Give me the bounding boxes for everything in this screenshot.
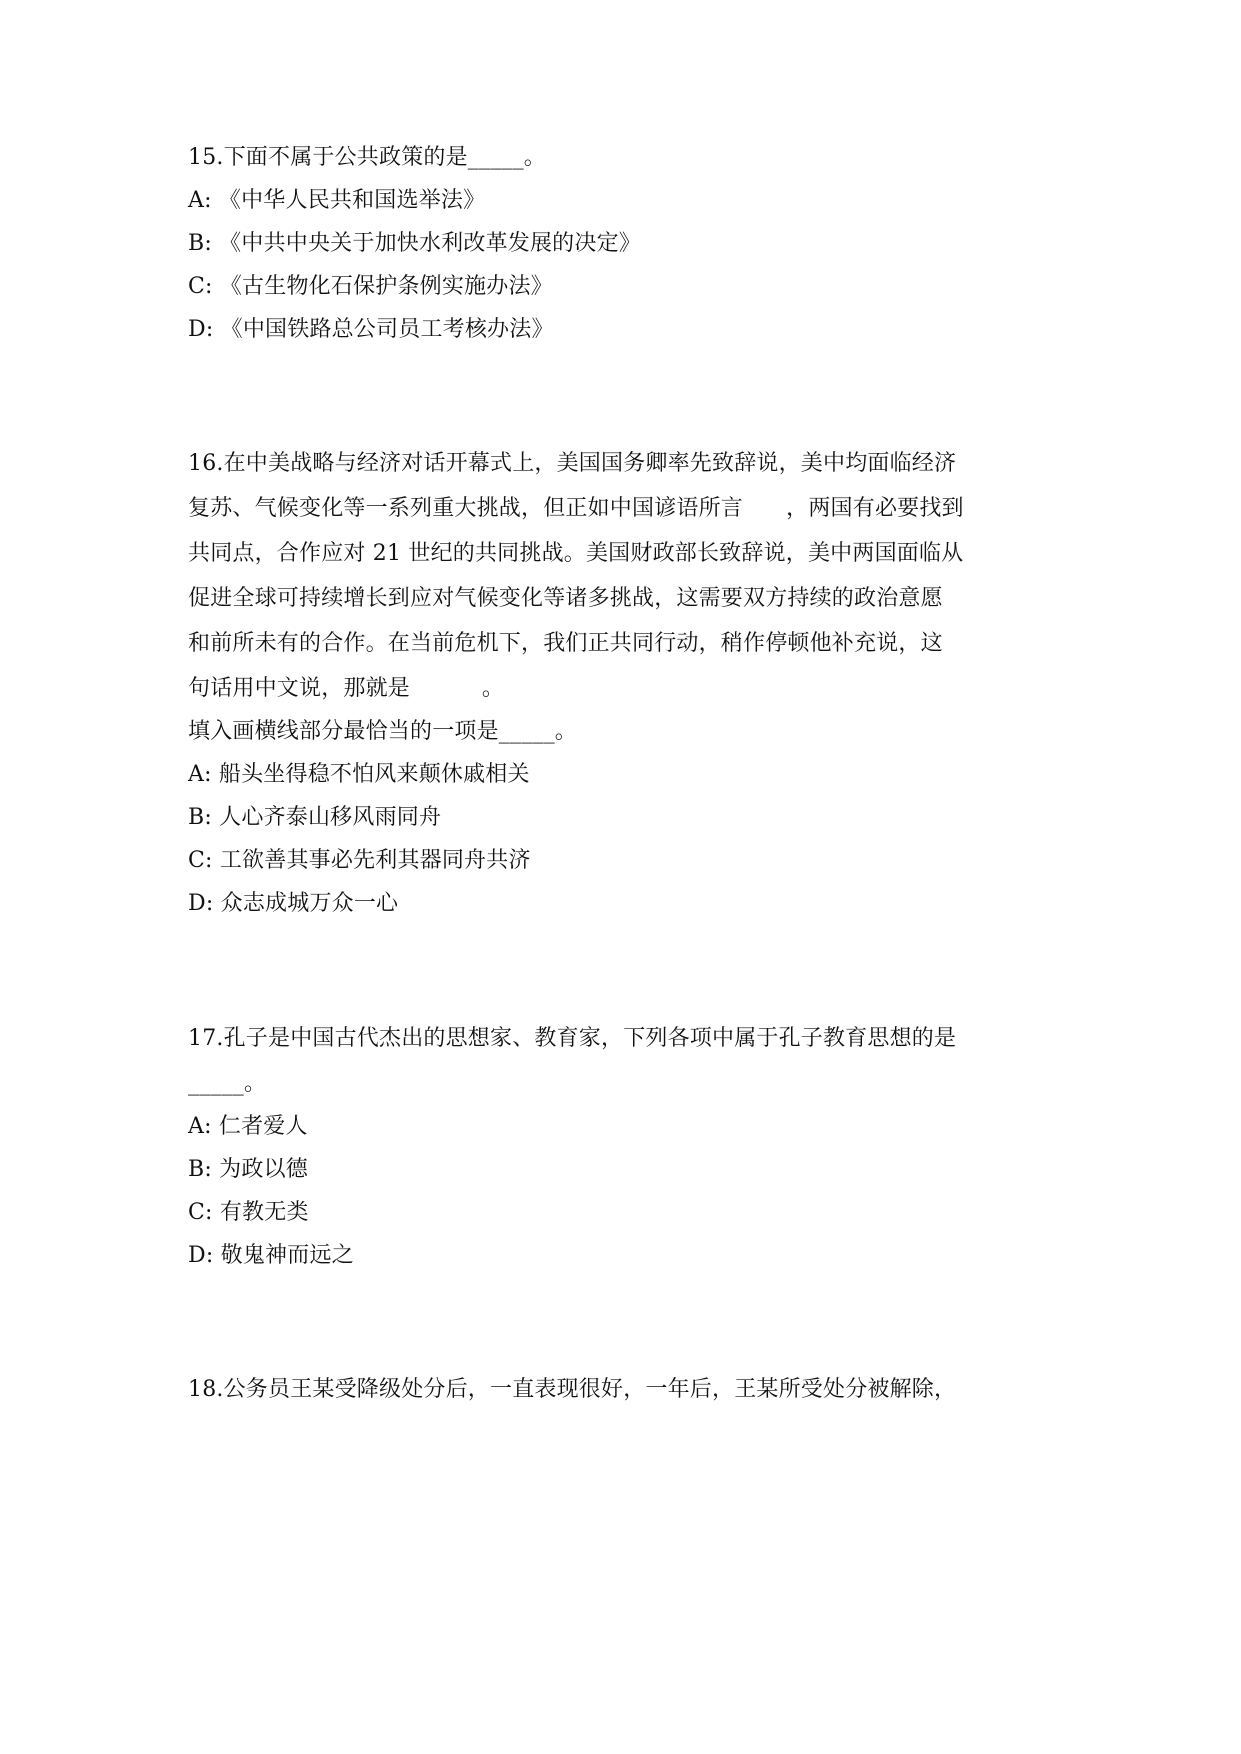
question-15-option-b: B: 《中共中央关于加快水利改革发展的决定》	[188, 231, 641, 256]
question-16-stem-line-4: 促进全球可持续增长到应对气候变化等诸多挑战，这需要双方持续的政治意愿	[188, 586, 943, 611]
question-15-option-d: D: 《中国铁路总公司员工考核办法》	[188, 317, 554, 342]
question-17-option-c: C: 有教无类	[188, 1200, 309, 1225]
question-16-stem-line-6: 句话用中文说，那就是 。	[188, 676, 505, 701]
question-17-stem-line-2: _____。	[188, 1071, 267, 1096]
question-17-option-b: B: 为政以德	[188, 1157, 308, 1182]
question-16-stem-line-5: 和前所未有的合作。在当前危机下，我们正共同行动，稍作停顿他补充说，这	[188, 631, 943, 656]
question-17-option-a: A: 仁者爱人	[188, 1114, 308, 1139]
question-16-option-d: D: 众志成城万众一心	[188, 891, 399, 916]
question-18-stem-line-1: 18.公务员王某受降级处分后，一直表现很好，一年后，王某所受处分被解除，	[188, 1377, 957, 1402]
question-16-stem-line-1: 16.在中美战略与经济对话开幕式上，美国国务卿率先致辞说，美中均面临经济	[188, 451, 957, 476]
question-17-stem-line-1: 17.孔子是中国古代杰出的思想家、教育家，下列各项中属于孔子教育思想的是	[188, 1026, 957, 1051]
question-16-stem-line-3: 共同点，合作应对 21 世纪的共同挑战。美国财政部长致辞说，美中两国面临从	[188, 541, 964, 566]
question-16-prompt: 填入画横线部分最恰当的一项是_____。	[188, 719, 578, 744]
question-15-stem: 15.下面不属于公共政策的是_____。	[188, 145, 546, 170]
question-17-option-d: D: 敬鬼神而远之	[188, 1243, 354, 1268]
question-16-option-b: B: 人心齐泰山移风雨同舟	[188, 805, 442, 830]
question-15-option-a: A: 《中华人民共和国选举法》	[188, 188, 486, 213]
question-16-stem-line-2: 复苏、气候变化等一系列重大挑战，但正如中国谚语所言 ，两国有必要找到	[188, 496, 964, 521]
question-16-option-a: A: 船头坐得稳不怕风来颠休戚相关	[188, 762, 530, 787]
question-15-option-c: C: 《古生物化石保护条例实施办法》	[188, 274, 553, 299]
question-16-option-c: C: 工欲善其事必先利其器同舟共济	[188, 848, 531, 873]
